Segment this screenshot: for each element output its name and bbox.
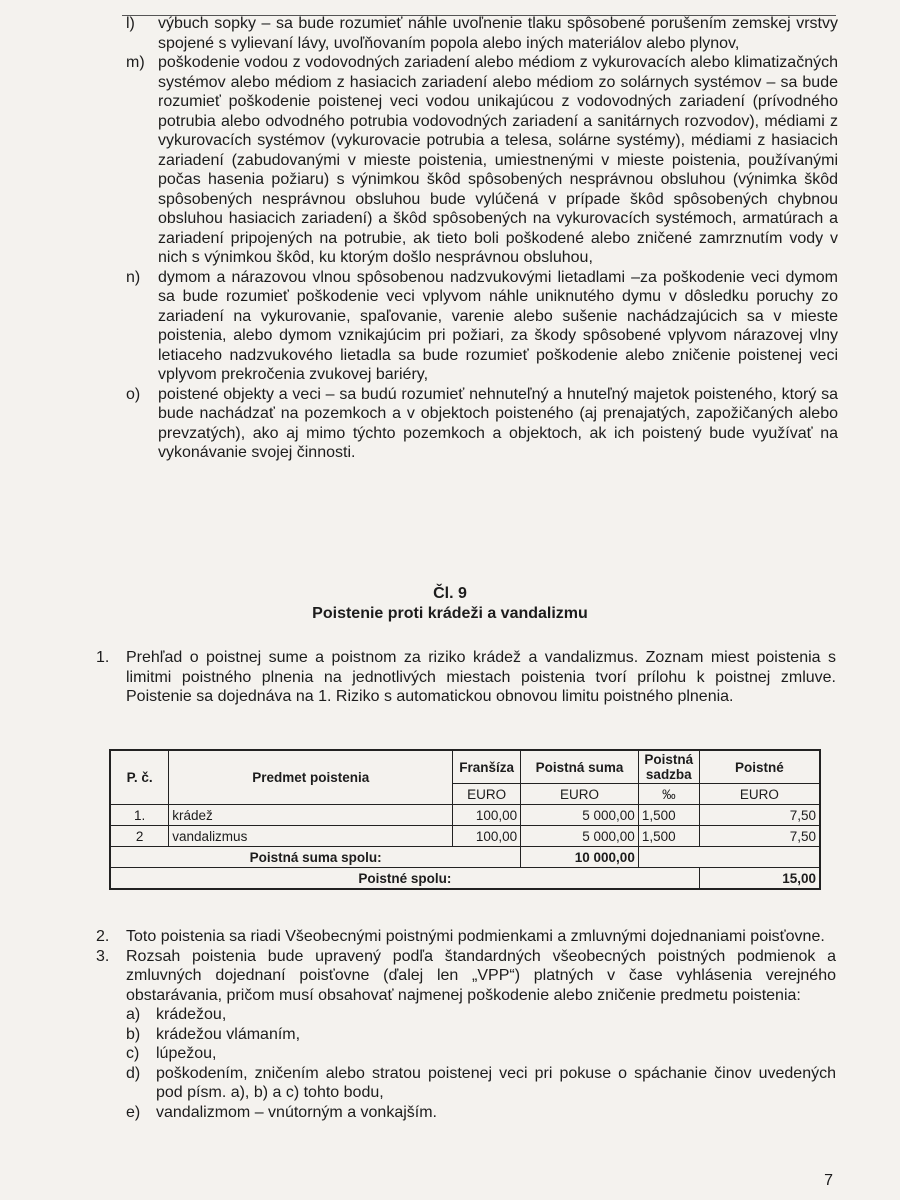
point-text: Toto poistenia sa riadi Všeobecnými poistnými podmienkami a zmluvnými dojednaniami poisťovne. xyxy=(126,928,825,945)
sub-marker: e) xyxy=(126,1103,141,1121)
numbered-list xyxy=(96,927,836,1122)
sub-item xyxy=(126,1064,836,1103)
chapter-number: Čl. 9 xyxy=(433,585,467,602)
item-marker: l) xyxy=(126,15,135,32)
chapter-title: Poistenie proti krádeži a vandalizmu xyxy=(312,605,588,622)
cell-subject: krádež xyxy=(169,805,453,826)
table-row xyxy=(110,826,820,847)
cell-premium: 7,50 xyxy=(699,805,820,826)
sub-item xyxy=(126,1005,836,1025)
cell-premium: 7,50 xyxy=(699,826,820,847)
cell-sum: 5 000,00 xyxy=(521,805,639,826)
sum-total-label: Poistná suma spolu: xyxy=(110,847,521,868)
point-text: Prehľad o poistnej sume a poistnom za riziko krádež a vandalizmus. Zoznam miest poistenia s limitmi poistného plnenia na jednotlivých miestach poistenia tvorí prílohu k poistnej zmluve. Poistenie sa dojednáva na 1. Riziko s automatickou obnovou limitu poistného plnenia. xyxy=(126,649,836,705)
insurance-table xyxy=(109,749,821,890)
item-marker: n) xyxy=(126,268,141,286)
cell-rate: 1,500 xyxy=(638,826,699,847)
unit-franchise: EURO xyxy=(453,784,521,805)
empty-cell xyxy=(638,847,820,868)
cell-rate: 1,500 xyxy=(638,805,699,826)
numbered-point xyxy=(96,947,836,1006)
unit-rate: ‰ xyxy=(638,784,699,805)
cell-pc: 2 xyxy=(110,826,169,847)
point-marker: 1. xyxy=(96,649,110,666)
unit-premium: EURO xyxy=(699,784,820,805)
definitions-list xyxy=(126,14,838,463)
item-marker: o) xyxy=(126,385,141,403)
numbered-point xyxy=(96,927,836,947)
item-marker: m) xyxy=(126,54,145,71)
sub-marker: d) xyxy=(126,1064,141,1082)
premium-total-value: 15,00 xyxy=(699,868,820,890)
list-item xyxy=(126,53,838,268)
header-sum: Poistná suma xyxy=(521,750,639,784)
sub-item xyxy=(126,1025,836,1045)
list-item xyxy=(126,385,838,463)
sub-text: lúpežou, xyxy=(156,1045,217,1062)
header-premium: Poistné xyxy=(699,750,820,784)
sub-marker: b) xyxy=(126,1025,141,1043)
item-text: poškodenie vodou z vodovodných zariadení alebo médiom z vykurovacích alebo klimatizačných systémov alebo médiom z hasiacich zariadení alebo médiom zo solárnych systémov – sa bude rozumieť poškodenie poistenej veci vodou unikajúcou z vodovodných zariadení (prívodného potrubia alebo odvodného potrubia vodovodných zariadení a sanitárnych rozvodov), médiami z vykurovacích systémov (vykurovacie potrubia a telesa, solárne systémy), médiami z hasiacich zariadení (zabudovanými v mieste poistenia, umiestnenými v mieste poistenia, používanými počas hasenia požiaru) s výnimkou škôd spôsobených nesprávnou obsluhou (výnimka škôd spôsobených nesprávnou obsluhou bude vylúčená v prípade škôd spôsobených chybnou obsluhou hasiacich zariadení) a škôd spôsobených na vykurovacích systémoch, armatúrach a zariadení pripojených na potrubie, ak tieto boli poškodené alebo zničené zamrznutím vody v nich s výnimkou škôd, ku ktorým došlo nesprávnou obsluhou, xyxy=(158,54,838,266)
header-rate: Poistná sadzba xyxy=(638,750,699,784)
header-pc: P. č. xyxy=(110,750,169,805)
item-text: výbuch sopky – sa bude rozumieť náhle uvoľnenie tlaku spôsobené porušením zemskej vrstvy spojené s vylievaní lávy, uvoľňovaním popola alebo iných materiálov alebo plynov, xyxy=(158,15,838,52)
item-text: poistené objekty a veci – sa budú rozumieť nehnuteľný a hnuteľný majetok poisteného, ktorý sa bude nachádzať na pozemkoch a v objektoch poisteného (aj prenajatých, zapožičaných alebo prevzatých), ako aj mimo týchto pozemkoch a objektoch, ak ich poistený bude využívať na vykonávanie svojej činnosti. xyxy=(158,385,838,461)
premium-total-row xyxy=(110,868,820,890)
cell-subject: vandalizmus xyxy=(169,826,453,847)
point-marker: 2. xyxy=(96,928,110,945)
cell-franchise: 100,00 xyxy=(453,826,521,847)
sum-total-value: 10 000,00 xyxy=(521,847,639,868)
sum-total-row xyxy=(110,847,820,868)
premium-total-label: Poistné spolu: xyxy=(110,868,699,890)
table-row xyxy=(110,805,820,826)
list-item xyxy=(126,14,838,53)
page-number: 7 xyxy=(824,1172,833,1189)
point-text: Rozsah poistenia bude upravený podľa štandardných všeobecných poistných podmienok a zmluvných dojednaní poisťovne (ďalej len „VPP“) platných v čase vyhlásenia verejného obstarávania, pričom musí obsahovať najmenej poškodenie alebo zničenie predmetu poistenia: xyxy=(126,947,836,1004)
cell-pc: 1. xyxy=(110,805,169,826)
sub-list xyxy=(96,1005,836,1122)
item-text: dymom a nárazovou vlnou spôsobenou nadzvukovými lietadlami –za poškodenie veci dymom sa bude rozumieť poškodenie veci vplyvom náhle uniknutého dymu v dôsledku poruchy zo zariadení na vykurovanie, spaľovanie, varenie alebo sušenie nachádzajúcich sa v mieste poistenia, alebo dymom vznikajúcim pri požiari, za škody spôsobené vplyvom nárazovej vlny letiaceho nadzvukového lietadla sa bude rozumieť poškodenie alebo zničenie poistenej veci vplyvom prekročenia zvukovej bariéry, xyxy=(158,268,838,383)
sub-text: poškodením, zničením alebo stratou poistenej veci pri pokuse o spáchanie činov uvedených pod písm. a), b) a c) tohto bodu, xyxy=(156,1064,836,1101)
header-franchise: Franšíza xyxy=(453,750,521,784)
unit-sum: EURO xyxy=(521,784,639,805)
cell-sum: 5 000,00 xyxy=(521,826,639,847)
list-item xyxy=(126,268,838,385)
cell-franchise: 100,00 xyxy=(453,805,521,826)
sub-text: vandalizmom – vnútorným a vonkajším. xyxy=(156,1103,437,1121)
sub-text: krádežou vlámaním, xyxy=(156,1025,301,1043)
sub-marker: c) xyxy=(126,1045,140,1062)
numbered-list xyxy=(96,648,836,707)
sub-item xyxy=(126,1044,836,1064)
point-marker: 3. xyxy=(96,947,110,965)
sub-marker: a) xyxy=(126,1006,141,1023)
header-subject: Predmet poistenia xyxy=(169,750,453,805)
sub-item xyxy=(126,1103,836,1123)
sub-text: krádežou, xyxy=(156,1006,227,1023)
numbered-point xyxy=(96,648,836,707)
